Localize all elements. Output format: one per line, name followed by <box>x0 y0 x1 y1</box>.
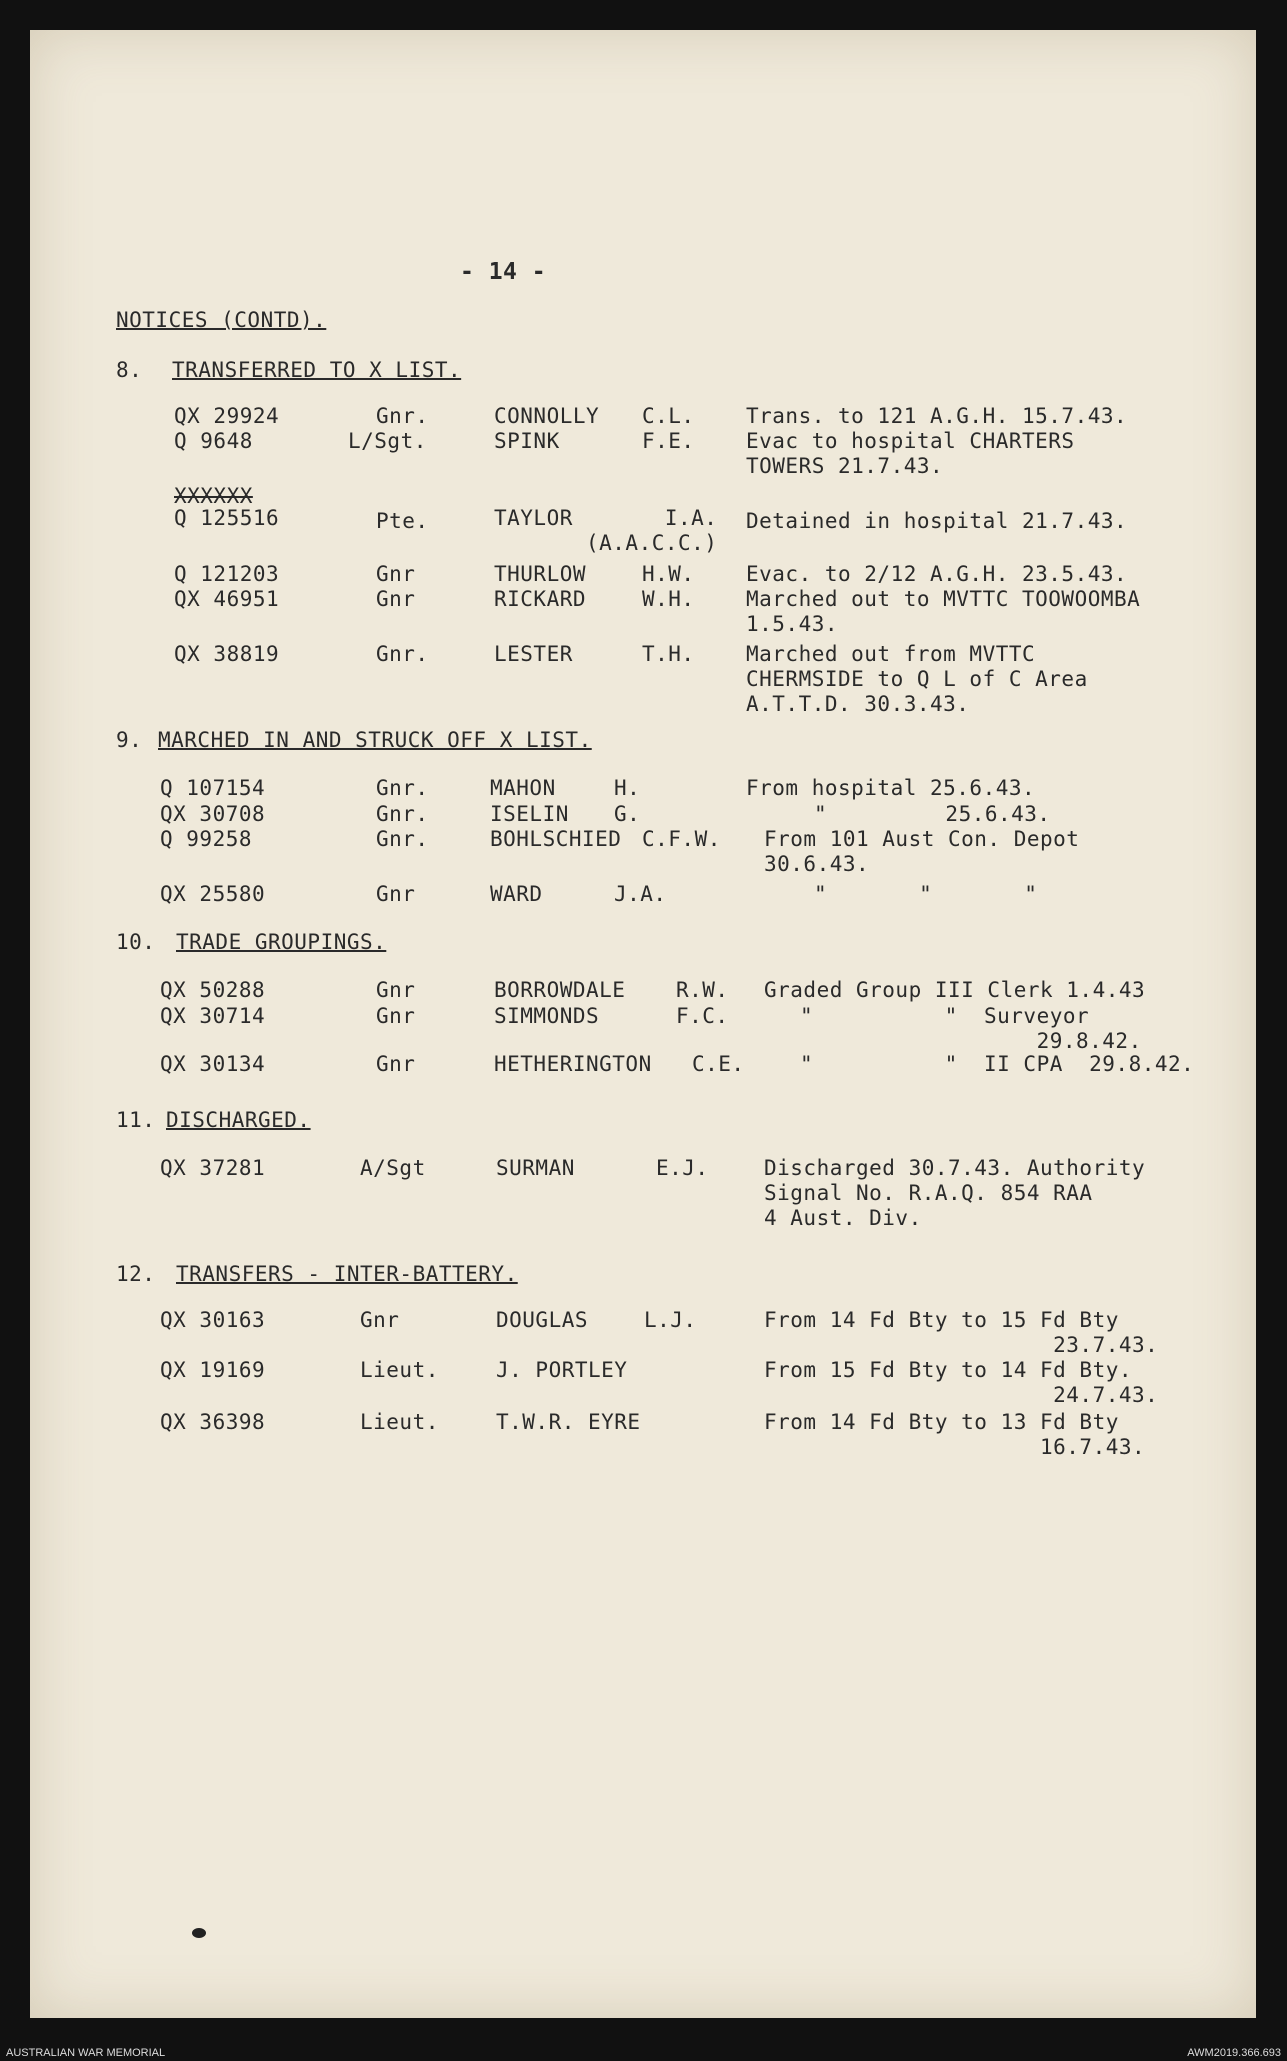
footer-right: AWM2019.366.693 <box>1187 2047 1281 2059</box>
surname: THURLOW <box>494 562 587 586</box>
rank: Gnr <box>376 1052 416 1076</box>
service-number: Q 107154 <box>160 776 266 800</box>
section-number: 9. <box>116 728 143 752</box>
rank: Gnr <box>376 562 416 586</box>
initials: C.L. <box>642 404 695 428</box>
surname: SIMMONDS <box>494 1004 600 1028</box>
remark: Evac. to 2/12 A.G.H. 23.5.43. <box>746 562 1128 586</box>
section-title: DISCHARGED. <box>166 1108 311 1132</box>
section-number: 8. <box>116 358 143 382</box>
initials: E.J. <box>656 1156 709 1180</box>
remark: From 15 Fd Bty to 14 Fd Bty. 24.7.43. <box>764 1358 1159 1407</box>
service-number: Q 121203 <box>174 562 280 586</box>
service-number: QX 30708 <box>160 802 266 826</box>
rank: Gnr <box>376 1004 416 1028</box>
rank: Lieut. <box>360 1358 439 1382</box>
rank: Gnr <box>376 587 416 611</box>
surname: WARD <box>490 882 543 906</box>
initials: W.H. <box>642 587 695 611</box>
surname: HETHERINGTON <box>494 1052 652 1076</box>
remark: " " " <box>814 882 1038 906</box>
remark: " " Surveyor 29.8.42. <box>800 1004 1142 1053</box>
service-number: QX 36398 <box>160 1410 266 1434</box>
initials: R.W. <box>676 978 729 1002</box>
service-number: QX 30714 <box>160 1004 266 1028</box>
surname: CONNOLLY <box>494 404 600 428</box>
section-number: 10. <box>116 930 156 954</box>
remark: Detained in hospital 21.7.43. <box>746 509 1128 533</box>
service-number: QX 38819 <box>174 642 280 666</box>
surname: MAHON <box>490 776 556 800</box>
initials: T.H. <box>642 642 695 666</box>
rank: Gnr <box>376 882 416 906</box>
initials: G. <box>614 802 641 826</box>
remark: Discharged 30.7.43. Authority Signal No. R.A.Q. 854 RAA 4 Aust. Div. <box>764 1156 1146 1230</box>
service-number: QX 29924 <box>174 404 280 428</box>
rank: L/Sgt. <box>348 429 427 453</box>
initials: L.J. <box>644 1308 697 1332</box>
remark: From hospital 25.6.43. <box>746 776 1036 800</box>
surname: LESTER <box>494 642 573 666</box>
section-title: TRADE GROUPINGS. <box>176 930 387 954</box>
remark: Graded Group III Clerk 1.4.43 <box>764 978 1146 1002</box>
rank: A/Sgt <box>360 1156 426 1180</box>
section-title: MARCHED IN AND STRUCK OFF X LIST. <box>158 728 592 752</box>
rank: Lieut. <box>360 1410 439 1434</box>
page-number: - 14 - <box>460 259 547 285</box>
service-number: Q 9648 <box>174 429 253 453</box>
rank: Pte. <box>376 509 429 533</box>
initials: C.E. <box>692 1052 745 1076</box>
section-title: TRANSFERRED TO X LIST. <box>172 358 462 382</box>
remark: " 25.6.43. <box>814 802 1051 826</box>
service-number: QX 46951 <box>174 587 280 611</box>
rank: Gnr <box>360 1308 400 1332</box>
initials: C.F.W. <box>642 827 721 851</box>
initials: I.A. (A.A.C.C.) <box>586 506 718 555</box>
footer-left: AUSTRALIAN WAR MEMORIAL <box>6 2047 166 2059</box>
surname: TAYLOR <box>494 506 573 530</box>
surname: DOUGLAS <box>496 1308 589 1332</box>
service-number: QX 30134 <box>160 1052 266 1076</box>
notices-heading: NOTICES (CONTD). <box>116 308 327 332</box>
surname: T.W.R. EYRE <box>496 1410 641 1434</box>
surname: SURMAN <box>496 1156 575 1180</box>
remark: From 14 Fd Bty to 13 Fd Bty 16.7.43. <box>764 1410 1146 1459</box>
struck-text: XXXXXX <box>174 484 253 508</box>
remark: Marched out from MVTTC CHERMSIDE to Q L of C Area A.T.T.D. 30.3.43. <box>746 642 1088 716</box>
surname: BORROWDALE <box>494 978 626 1002</box>
surname: RICKARD <box>494 587 587 611</box>
remark: From 101 Aust Con. Depot 30.6.43. <box>764 827 1080 876</box>
initials: F.C. <box>676 1004 729 1028</box>
initials: F.E. <box>642 429 695 453</box>
section-number: 12. <box>116 1262 156 1286</box>
remark: " " II CPA 29.8.42. <box>800 1052 1195 1076</box>
section-title: TRANSFERS - INTER-BATTERY. <box>176 1262 518 1286</box>
rank: Gnr. <box>376 642 429 666</box>
rank: Gnr. <box>376 404 429 428</box>
document-page <box>30 30 1256 2018</box>
surname: SPINK <box>494 429 560 453</box>
remark: Trans. to 121 A.G.H. 15.7.43. <box>746 404 1128 428</box>
rank: Gnr <box>376 978 416 1002</box>
remark: Evac to hospital CHARTERS TOWERS 21.7.43. <box>746 429 1075 478</box>
rank: Gnr. <box>376 802 429 826</box>
remark: Marched out to MVTTC TOOWOOMBA 1.5.43. <box>746 587 1141 636</box>
service-number: QX 37281 <box>160 1156 266 1180</box>
service-number: QX 19169 <box>160 1358 266 1382</box>
initials: J.A. <box>614 882 667 906</box>
rank: Gnr. <box>376 776 429 800</box>
surname: J. PORTLEY <box>496 1358 628 1382</box>
service-number: Q 125516 <box>174 506 280 530</box>
initials: H. <box>614 776 641 800</box>
service-number: QX 50288 <box>160 978 266 1002</box>
section-number: 11. <box>116 1108 156 1132</box>
service-number: QX 25580 <box>160 882 266 906</box>
service-number: QX 30163 <box>160 1308 266 1332</box>
surname: BOHLSCHIED <box>490 827 622 851</box>
ink-blot <box>192 1928 206 1938</box>
rank: Gnr. <box>376 827 429 851</box>
remark: From 14 Fd Bty to 15 Fd Bty 23.7.43. <box>764 1308 1159 1357</box>
initials: H.W. <box>642 562 695 586</box>
surname: ISELIN <box>490 802 569 826</box>
service-number: Q 99258 <box>160 827 253 851</box>
